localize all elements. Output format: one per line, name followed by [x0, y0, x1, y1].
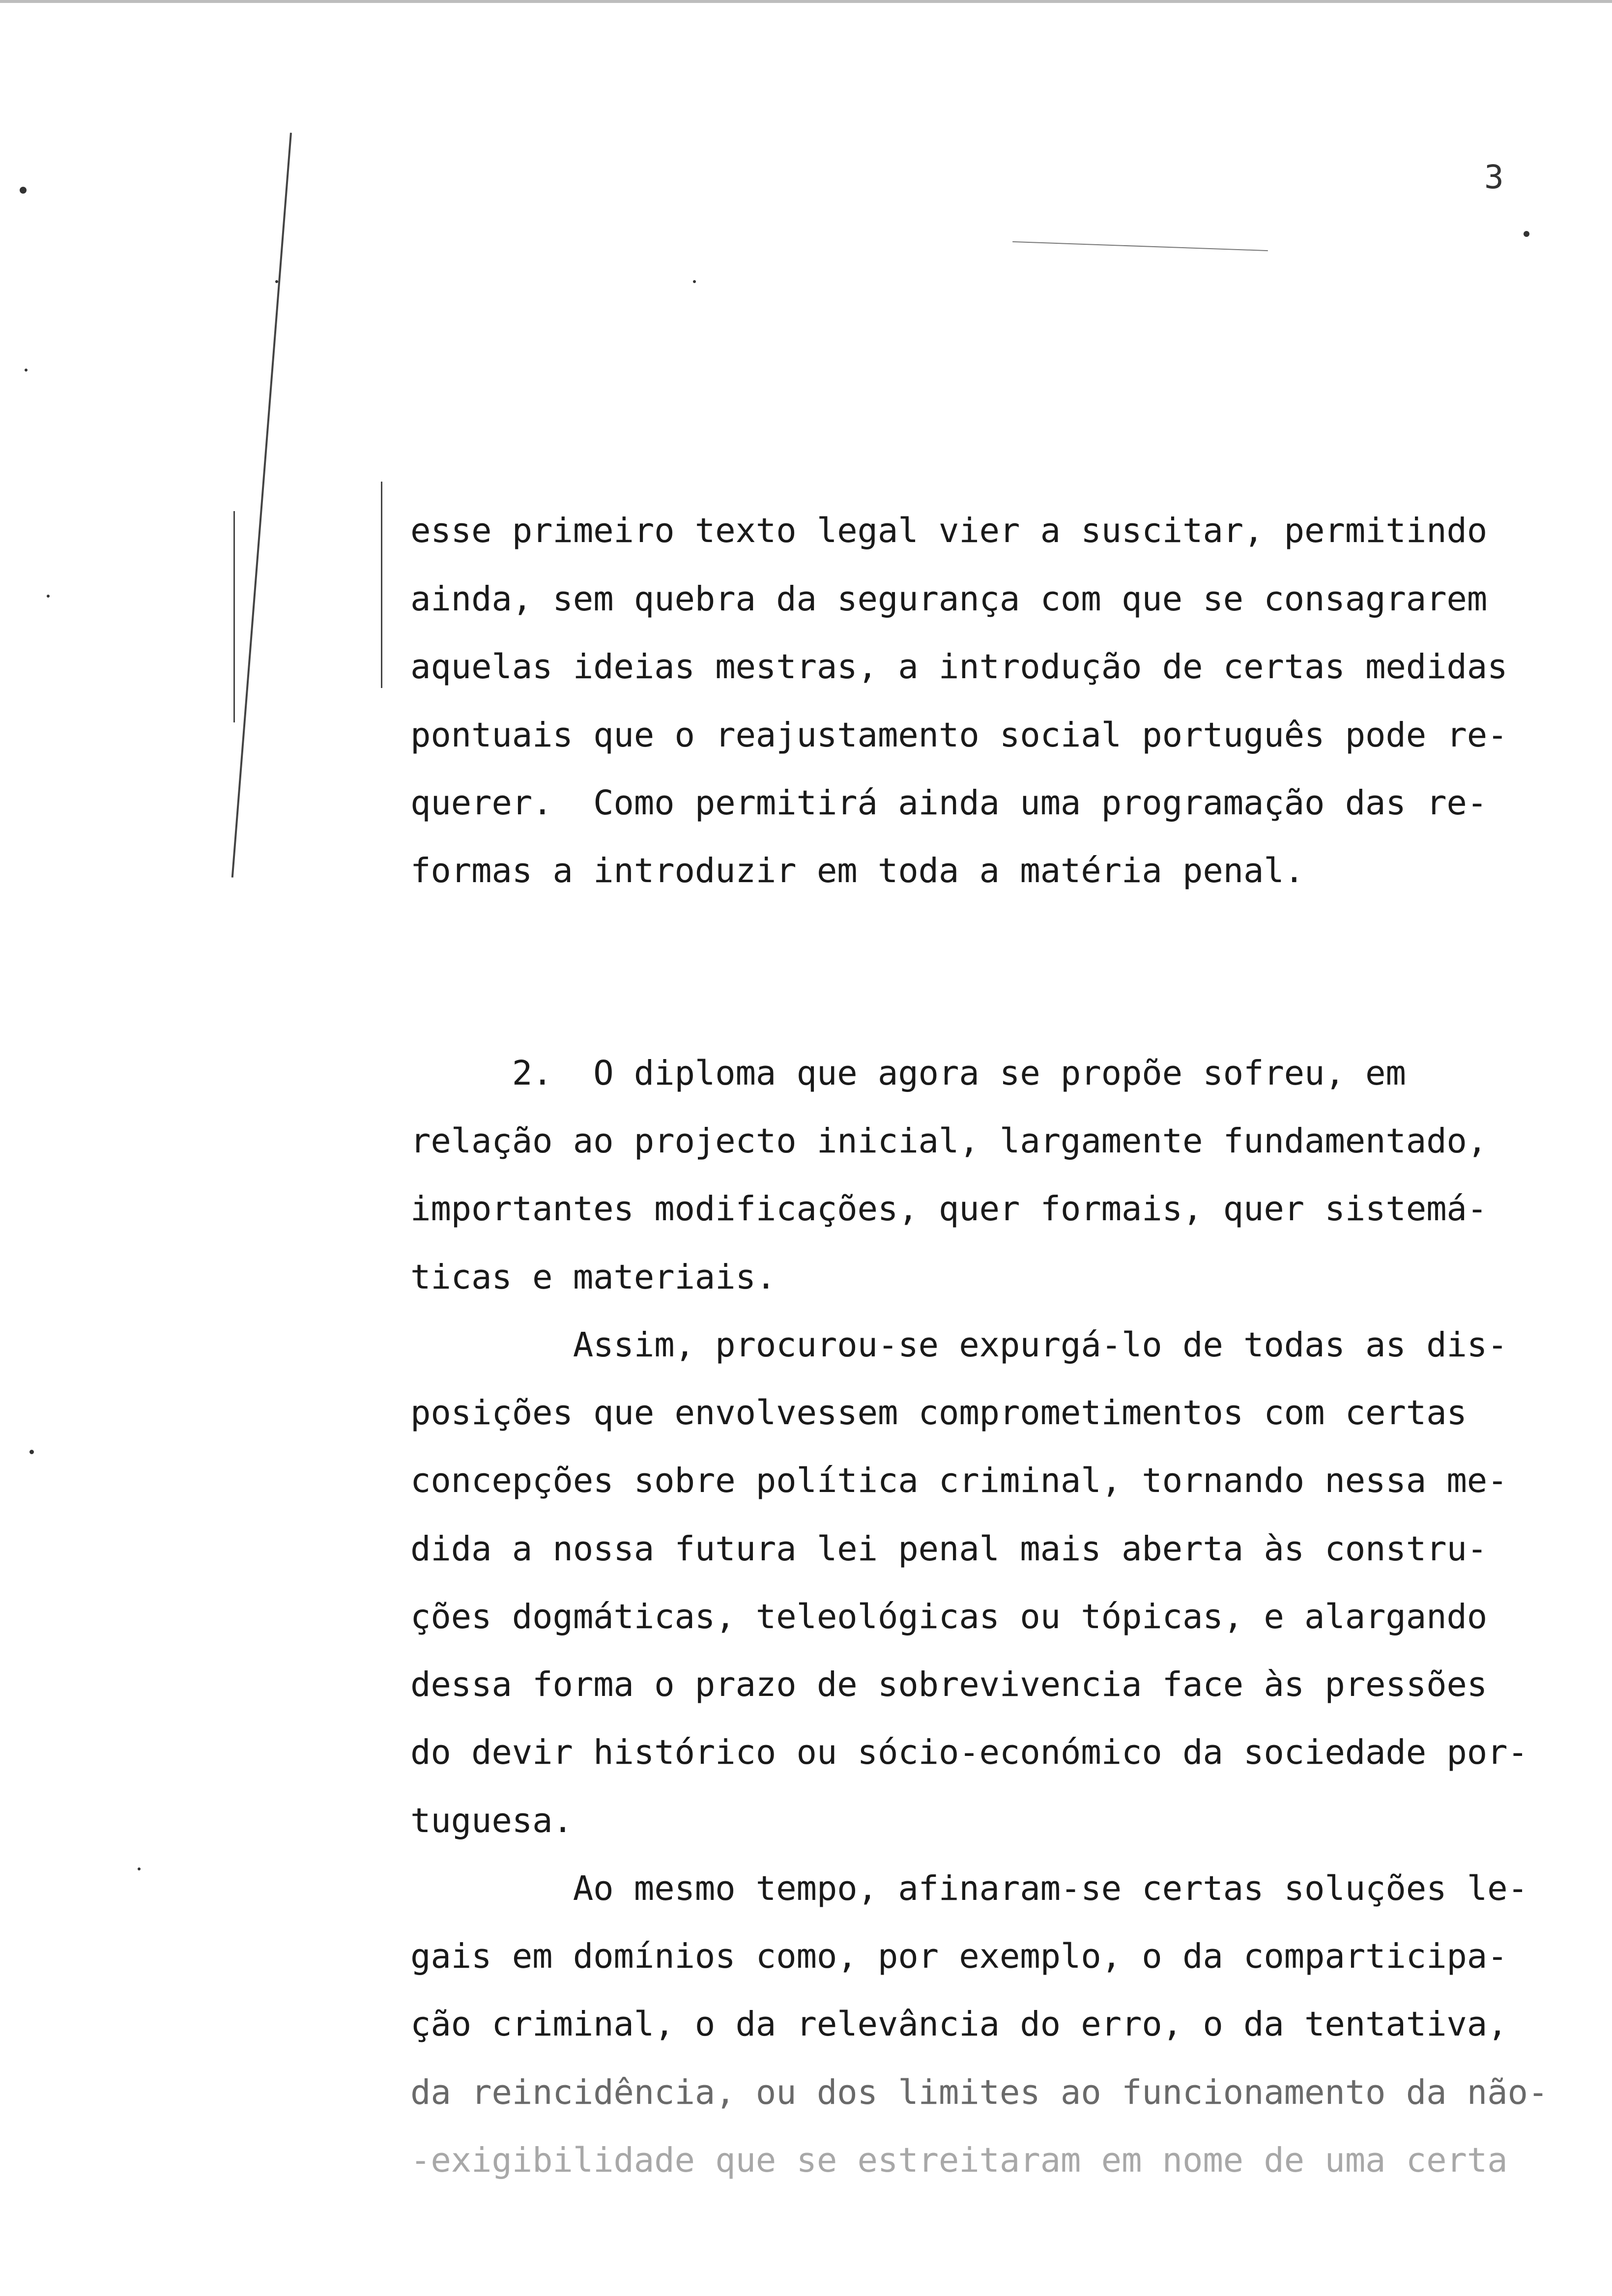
- text-line: relação ao projecto inicial, largamente fundamentado,: [410, 1121, 1488, 1161]
- text-line: ainda, sem quebra da segurança com que se consagrarem: [410, 579, 1488, 619]
- scan-speck: [20, 187, 27, 194]
- margin-line: [231, 133, 292, 878]
- text-line: importantes modificações, quer formais, quer sistemá-: [410, 1189, 1488, 1229]
- text-line: ticas e materiais.: [410, 1258, 777, 1297]
- text-line: -exigibilidade que se estreitaram em nome de uma certa: [410, 2141, 1508, 2180]
- text-line: ção criminal, o da relevância do erro, o da tentativa,: [410, 2005, 1508, 2044]
- text-line: ções dogmáticas, teleológicas ou tópicas, e alargando: [410, 1597, 1488, 1636]
- margin-line: [381, 482, 382, 688]
- text-line: dida a nossa futura lei penal mais aberta às constru-: [410, 1529, 1488, 1569]
- text-line: pontuais que o reajustamento social português pode re-: [410, 716, 1508, 755]
- scan-speck: [47, 595, 50, 598]
- top-edge-rule: [0, 0, 1612, 3]
- text-line: do devir histórico ou sócio-económico da sociedade por-: [410, 1733, 1528, 1772]
- text-line: da reincidência, ou dos limites ao funcionamento da não-: [410, 2073, 1549, 2112]
- text-line: Ao mesmo tempo, afinaram-se certas soluções le-: [410, 1869, 1528, 1908]
- text-line: dessa forma o prazo de sobrevivencia face às pressões: [410, 1665, 1488, 1704]
- text-line: Assim, procurou-se expurgá-lo de todas as dis-: [410, 1325, 1508, 1365]
- text-line: esse primeiro texto legal vier a suscitar, permitindo: [410, 511, 1488, 550]
- scan-speck: [275, 280, 278, 283]
- scan-speck: [29, 1450, 34, 1454]
- margin-line: [1012, 241, 1268, 251]
- scan-speck: [138, 1867, 141, 1870]
- scan-speck: [693, 280, 696, 283]
- text-line: 2. O diploma que agora se propõe sofreu, em: [410, 1054, 1406, 1093]
- text-line: querer. Como permitirá ainda uma programação das re-: [410, 783, 1488, 823]
- text-line: concepções sobre política criminal, tornando nessa me-: [410, 1461, 1508, 1500]
- text-line: posições que envolvessem comprometimentos com certas: [410, 1393, 1467, 1433]
- margin-line: [233, 511, 235, 722]
- text-line: tuguesa.: [410, 1801, 573, 1840]
- page-number: 3: [1484, 158, 1504, 196]
- text-line: aquelas ideias mestras, a introdução de certas medidas: [410, 647, 1508, 687]
- scan-speck: [1524, 231, 1529, 237]
- scan-speck: [25, 369, 28, 372]
- text-line: formas a introduzir em toda a matéria penal.: [410, 851, 1305, 890]
- text-line: gais em domínios como, por exemplo, o da comparticipa-: [410, 1937, 1508, 1976]
